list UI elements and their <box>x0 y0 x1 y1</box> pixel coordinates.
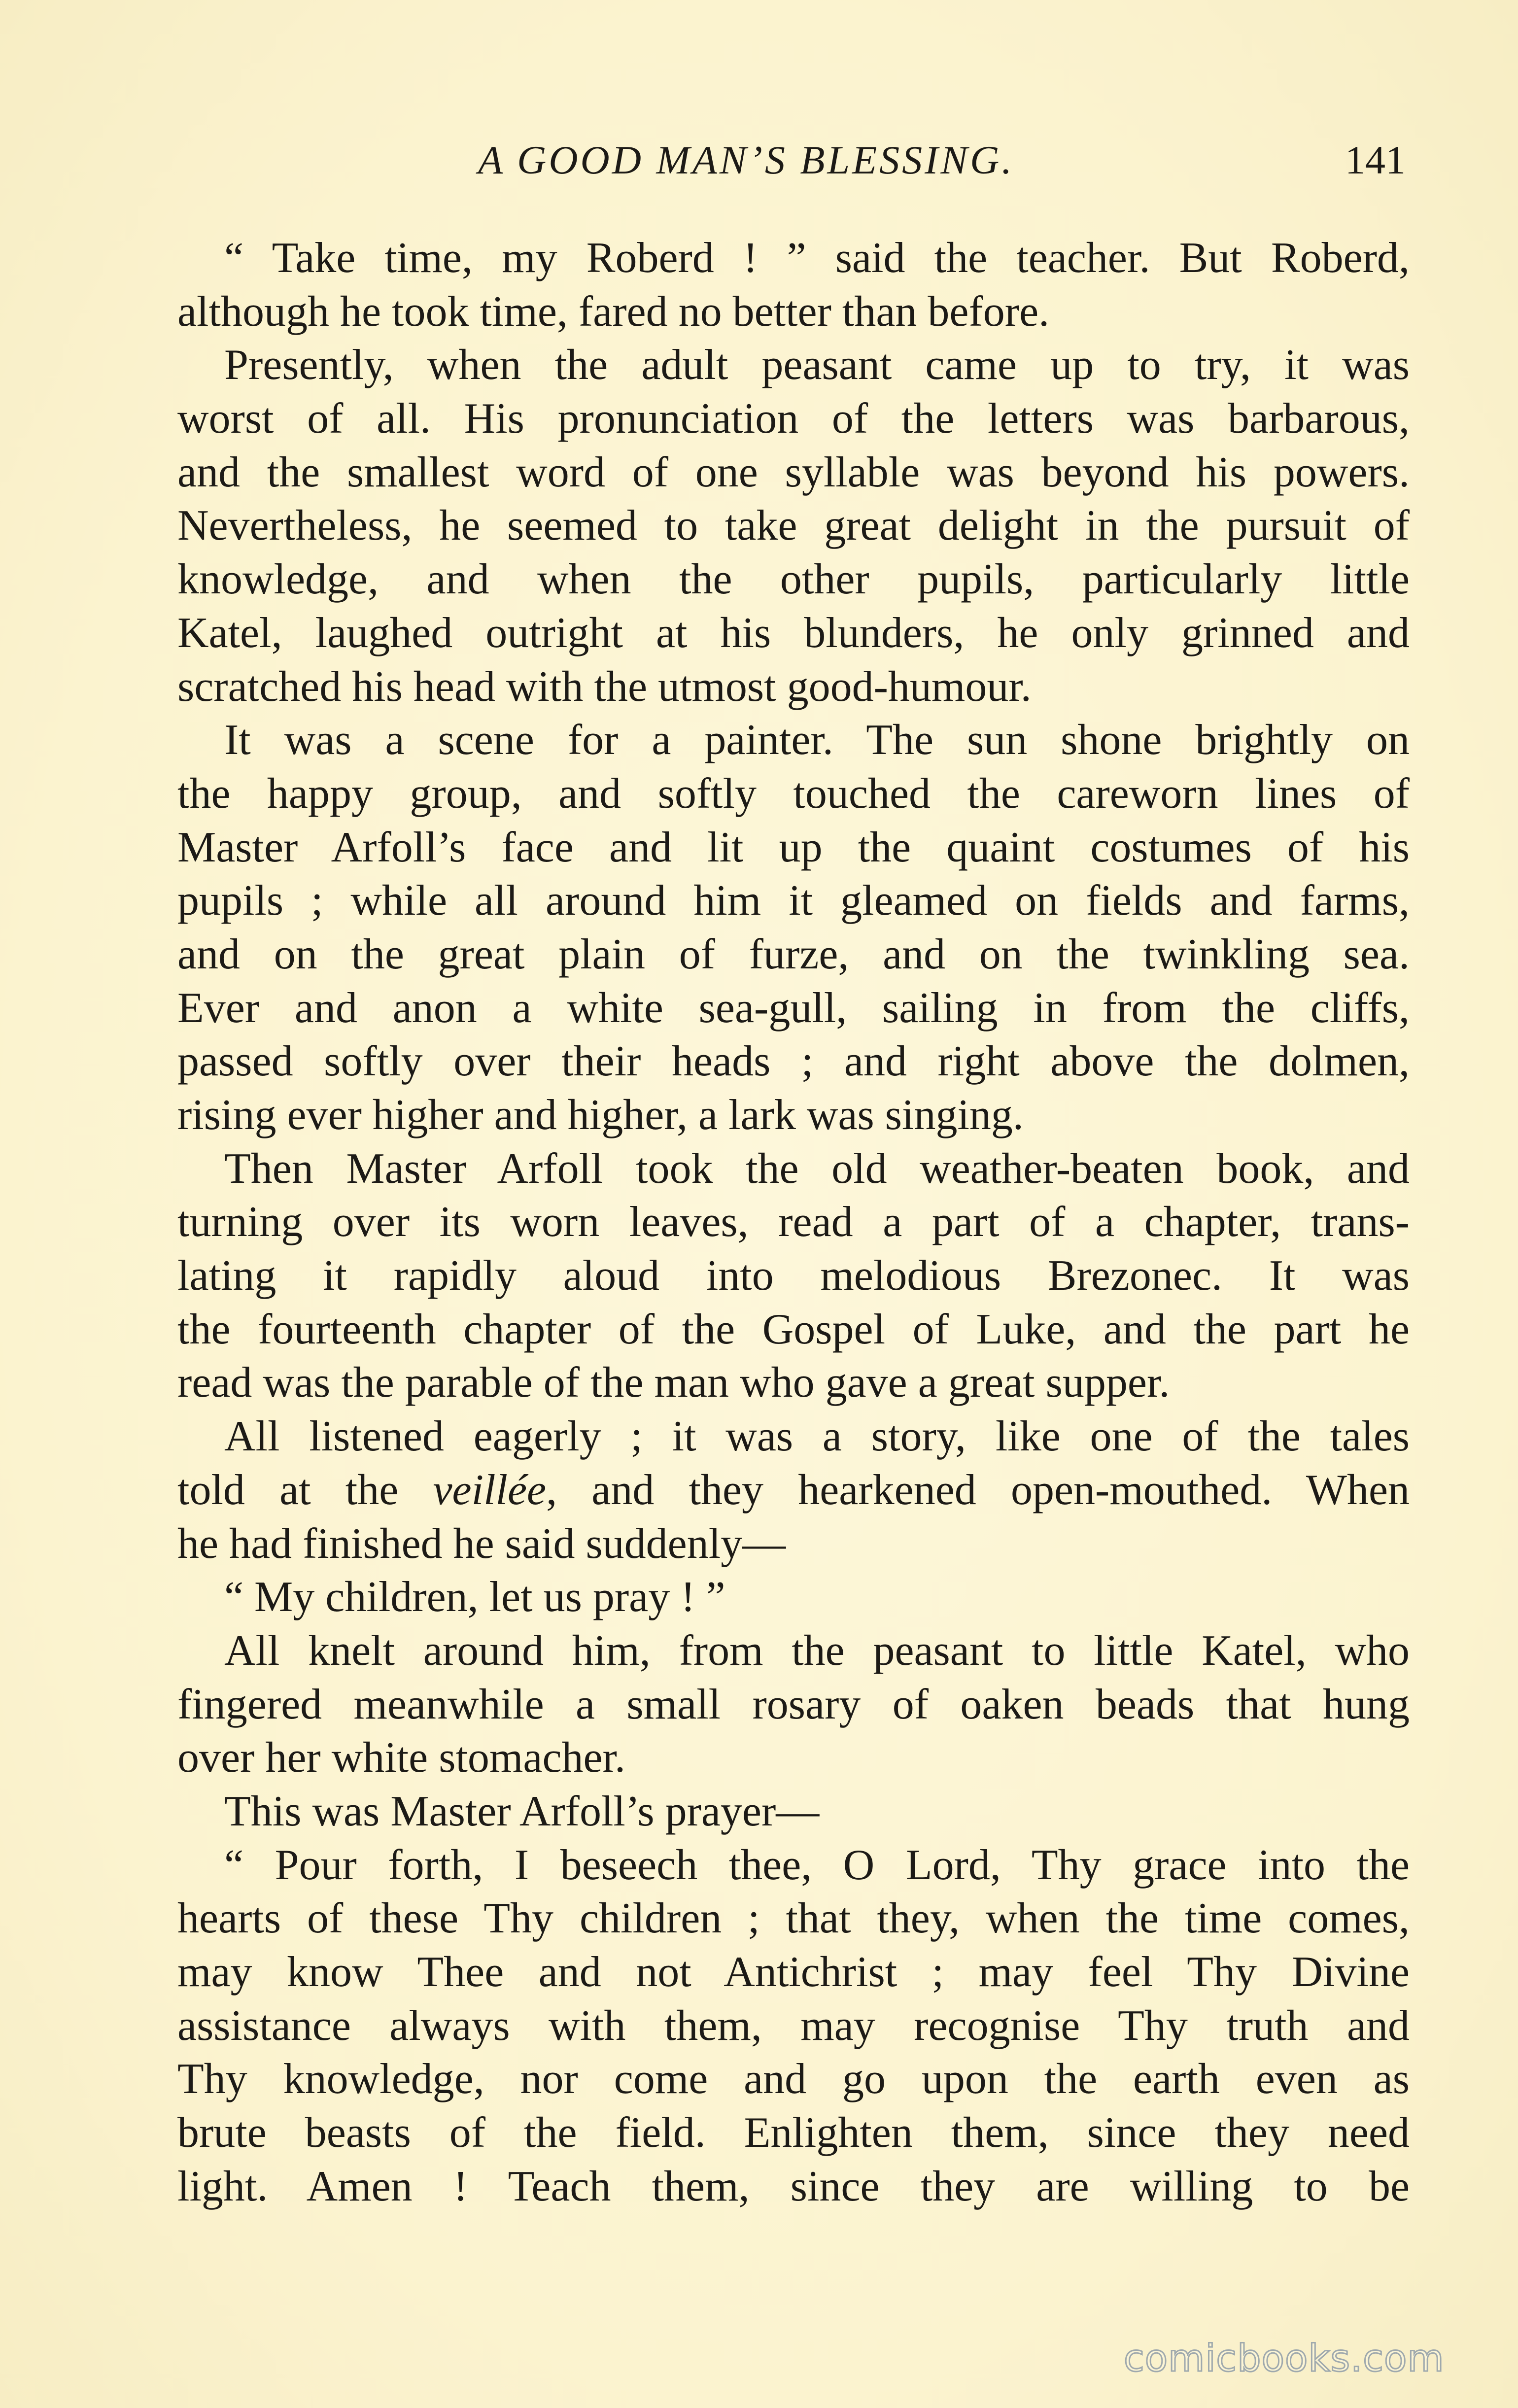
text-line: rising ever higher and higher, a lark was singing. <box>177 1091 1024 1139</box>
text-line: hearts of these Thy children ; that they, when the time comes, <box>177 1894 1410 1943</box>
text-line: turning over its worn leaves, read a part of a chapter, trans- <box>177 1198 1410 1246</box>
italic-word: veillée <box>433 1466 547 1514</box>
text-line: worst of all. His pronunciation of the letters was barbarous, <box>177 395 1410 443</box>
text-line: light. Amen ! Teach them, since they are willing to be <box>177 2162 1410 2210</box>
text-line: scratched his head with the utmost good-humour. <box>177 662 1032 711</box>
text-line: read was the parable of the man who gave a great supper. <box>177 1359 1170 1407</box>
text-line: Katel, laughed outright at his blunders, he only grinned and <box>177 609 1410 657</box>
watermark: comicbooks.com <box>1124 2336 1445 2380</box>
text-line: and on the great plain of furze, and on the twinkling sea. <box>177 930 1410 978</box>
text-segment: , and they hearkened open-mouthed. When <box>546 1466 1410 1514</box>
text-line: “ Take time, my Roberd ! ” said the teacher. But Roberd, <box>224 234 1410 282</box>
page-number: 141 <box>1345 138 1406 182</box>
text-line: All knelt around him, from the peasant to little Katel, who <box>224 1626 1410 1675</box>
text-segment: told at the <box>177 1466 433 1514</box>
text-line: passed softly over their heads ; and right above the dolmen, <box>177 1037 1410 1086</box>
text-line: pupils ; while all around him it gleamed on fields and farms, <box>177 877 1410 925</box>
text-line: although he took time, fared no better than before. <box>177 287 1050 336</box>
text-line <box>177 1464 1410 1517</box>
text-line: lating it rapidly aloud into melodious Brezonec. It was <box>177 1252 1410 1300</box>
text-line: Then Master Arfoll took the old weather-beaten book, and <box>224 1144 1410 1193</box>
text-line: Nevertheless, he seemed to take great delight in the pursuit of <box>177 502 1410 550</box>
text-line: over her white stomacher. <box>177 1734 626 1782</box>
text-line: he had finished he said suddenly— <box>177 1519 786 1568</box>
text-line: “ Pour forth, I beseech thee, O Lord, Thy grace into the <box>224 1841 1410 1889</box>
text-line: Presently, when the adult peasant came up to try, it was <box>224 341 1410 389</box>
text-line: Master Arfoll’s face and lit up the quaint costumes of his <box>177 823 1410 871</box>
text-line: knowledge, and when the other pupils, particularly little <box>177 555 1410 604</box>
running-head <box>177 133 1410 187</box>
text-line: All listened eagerly ; it was a story, like one of the tales <box>224 1412 1410 1461</box>
text-line: It was a scene for a painter. The sun shone brightly on <box>224 716 1410 764</box>
text-line: Thy knowledge, nor come and go upon the earth even as <box>177 2055 1410 2103</box>
text-line: the fourteenth chapter of the Gospel of Luke, and the part he <box>177 1305 1410 1353</box>
text-line: “ My children, let us pray ! ” <box>224 1573 725 1621</box>
text-line: the happy group, and softly touched the careworn lines of <box>177 769 1410 818</box>
body-text <box>177 232 1410 2213</box>
text-line: This was Master Arfoll’s prayer— <box>224 1787 820 1835</box>
text-line: may know Thee and not Antichrist ; may feel Thy Divine <box>177 1948 1410 1996</box>
running-title: A GOOD MAN’S BLESSING. <box>478 138 1014 182</box>
text-line: and the smallest word of one syllable was beyond his powers. <box>177 448 1410 496</box>
text-line: brute beasts of the field. Enlighten them, since they need <box>177 2109 1410 2157</box>
text-line: fingered meanwhile a small rosary of oaken beads that hung <box>177 1680 1410 1728</box>
text-line: Ever and anon a white sea-gull, sailing in from the cliffs, <box>177 984 1410 1032</box>
text-line: assistance always with them, may recognise Thy truth and <box>177 2001 1410 2050</box>
